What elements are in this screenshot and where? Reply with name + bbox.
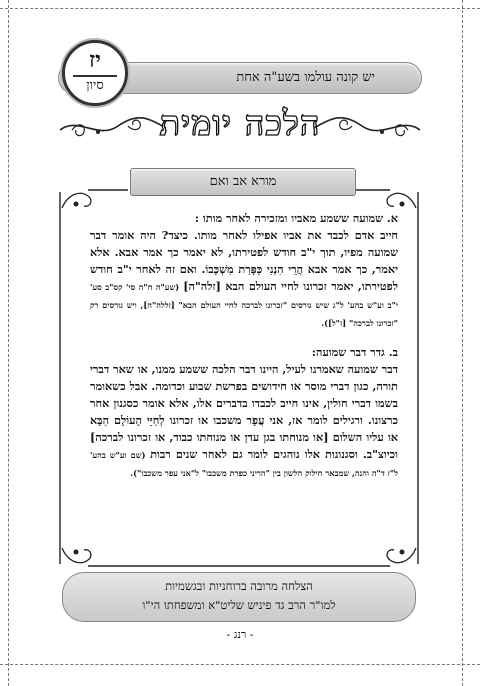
crop-line-left bbox=[8, 0, 9, 686]
topic-tab bbox=[130, 168, 356, 196]
topic-title: מורא אב ואם bbox=[209, 174, 277, 189]
footer-dedication-box bbox=[62, 572, 416, 622]
section-b-source-note: (שם וע"ש בהע' ל"ז ד"ה והנה, שמבאר חילוק הלשון בין "הריני כפרת משכבו" ל"אני עפר משכבו"). bbox=[90, 450, 398, 478]
section-a-heading: א. שמועה ששמע מאביו ומזכירה לאחר מותו : bbox=[194, 211, 398, 225]
page-number: - רנג - bbox=[226, 628, 254, 641]
dedication-text: יש קונה עולמו בשע"ה אחת bbox=[236, 70, 375, 85]
halacha-body bbox=[90, 210, 398, 500]
date-badge bbox=[62, 40, 128, 106]
crop-line-bottom bbox=[0, 664, 480, 665]
crop-line-top bbox=[0, 8, 480, 9]
right-flourish-ornament bbox=[312, 114, 422, 142]
section-a-source-note: (שע"ה ח"ה סי' קס"ב סע' י"ב וע"ש בהע' ל"ג שיש גורסים "זכרונו לברכה לחיי העולם הבא" [זללה"ה], ויש גורסים רק "זכרונו לברכה" [ז"ל]). bbox=[90, 282, 398, 328]
crop-line-right bbox=[462, 0, 463, 686]
section-b-heading: ב. גדר דבר שמועה: bbox=[311, 345, 398, 359]
date-month: סיון bbox=[86, 78, 104, 93]
date-day: יז bbox=[89, 47, 101, 73]
footer-line-1: הצלחה מרובה ברוחניות ובגשמיות bbox=[165, 579, 313, 593]
page-title: הלכה יומית bbox=[159, 104, 321, 144]
section-a-text: חייב אדם לכבד את אביו אפילו לאחר מותו. כיצד? היה אומר דבר שמועה מפיו, תוך י"ב חודש לפטירתו, לא יאמר כך אמר אבא. אלא יאמר, כך אמר אבא הֲרֵי הִנְנִי כַּפָּרַת מִשְׁכָּבוֹ. ואם זה לאחר י"ב חודש לפטירתו, יאמר זכרונו לחיי העולם הבא [זלה"ה] bbox=[90, 228, 398, 293]
section-b-text: דבר שמועה שאמרנו לעיל, היינו דבר הלכה ששמע ממנו, או שאר דברי תורה, כגון דברי מוסר או חידושים בפרשת שבוע וכדומה. אבל כשאומר בשמו דברי חולין, אינו חייב לכבדו בדברים אלו, אלא אומר כסגנון אחר כרצונו. ורגילים לומר אז, אני עֲפָר משכבו או זכרונו לְחַיֵּי הָעוֹלָם הַבָּא או עליו השלום [או מנוחתו בגן עדן או מנוחתו כבוד, או זכרונו לברכה] וכיוצ"ב. וסגנונות אלו נוהגים לומר גם לאחר שנים רבות bbox=[90, 362, 398, 461]
section-a-paragraph bbox=[90, 227, 398, 332]
footer-line-2: למו"ר הרב גד פיניש שליט"א ומשפחתו הי"ו bbox=[142, 598, 336, 612]
section-b-paragraph bbox=[90, 361, 398, 482]
